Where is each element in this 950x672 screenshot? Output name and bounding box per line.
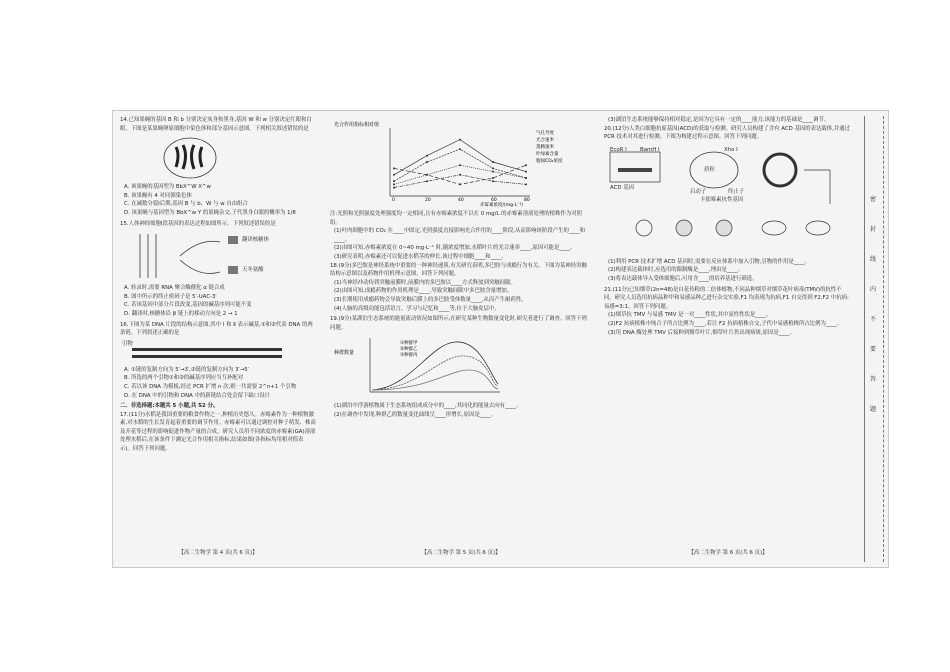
x-tick-label: 80 [524,198,530,203]
curve-1 [372,342,498,390]
population-curve-diagram [330,334,592,400]
question-part: (2)由图可知,赤霉素浓度在 0~40 mg·L⁻¹ 时,随浓度增加,水稻叶片的光合速率____,原因可能是____。 [334,245,576,252]
figure-label: 终止子 [728,188,745,195]
binding-label: 要 [869,346,876,353]
option: B. 该果蝇有 4 对同源染色体 [124,192,192,199]
binding-label: 答 [869,376,876,383]
chart-y-label: 种群数量 [334,350,355,357]
data-point [426,180,428,182]
legend-entry: 气孔导度 [536,131,554,136]
x-tick-label: 0 [392,198,395,203]
question-part: (3)用 DNA 酶处理 TMV 后接种到烟草叶片,烟草叶片仍出现病斑,原因是____。 [608,329,795,336]
amino-acid-icon [228,266,238,274]
question-stem: 14.已知果蝇的基因 B 和 b 分别决定灰身和黑身,基因 W 和 w 分别决定红眼和白眼。下图是某果蝇卵原细胞中染色体和部分基因示意图。下列相关叙述错误的是 [120,117,312,132]
binding-label: 线 [869,256,876,263]
curve-3 [372,370,498,390]
figure-label: ACD 基因 [610,184,635,191]
question-part: (2)构建表达载体时,应选用的限制酶是____,理由是____。 [608,267,744,274]
series-line [394,175,526,188]
mouse-icon [806,221,830,235]
option: D. 在 DNA 中的引物和 DNA 中的新链结合处会留下缺口设计 [124,392,270,399]
figure-label: EcoR Ⅰ [610,146,627,153]
question-part: (1)叶肉细胞中的 CO₂ 在____中固定,光照强度直接影响光合作用的____阶段,从而影响该阶段产生的____和____。 [334,228,586,243]
option: A. 转录时,需要 RNA 聚合酶催化 α 链合成 [124,285,225,292]
question-stem: 19.(9分)某湖泊生态系统的能量流动情况如图所示,在研究某种生物数量变化时,研究者进行了调查。回答下列问题。 [330,316,587,331]
chart-title: 光合作用指标相对值 [334,122,380,128]
legend-entry: 胞间CO₂浓度 [536,159,563,164]
cell-icon [636,220,652,236]
question-17 [120,411,316,454]
cell-icon [676,220,692,236]
data-point [393,167,395,169]
data-point [492,180,494,182]
chromosome [183,145,186,169]
data-point [492,167,494,169]
data-point [393,174,395,176]
figure-label: 引物 [122,340,133,347]
binding-label: 题 [869,406,876,413]
question-part: (3)将表达载体导入受体细胞后,可用含____的培养基进行筛选。 [608,275,758,282]
question-20 [604,125,852,284]
vector-construction-figure [604,144,852,256]
option: B. 图中所示的终止密码子是 5′-UAC-3′ [124,293,217,300]
question-part: (2)F2 抗病植株中纯合子所占比例为____,若让 F2 抗病植株自交,子代中易感植株所占比例为____。 [608,320,843,327]
legend-entry: 叶绿素含量 [536,152,559,157]
question-stem: 16.下图为某 DNA 片段的结构示意图,其中 Ⅰ 和 Ⅱ 表示碱基,①和②代表 DNA 的两条链。下列叙述正确的是 [120,321,313,337]
chromosome [176,147,178,167]
question-21 [604,286,852,338]
x-tick-label: 40 [458,198,464,203]
figure-label: Xho Ⅰ [724,146,738,153]
question-18 [330,262,592,314]
figure-label: 天冬氨酸 [242,267,264,274]
question-19 [330,315,592,419]
data-point [525,171,527,173]
page-footer: 【高二生物学 第 5 页(共 6 页)】 [421,550,501,557]
line-chart [330,118,592,208]
binding-label: 不 [869,316,876,323]
data-point [492,177,494,179]
legend-entry: ①种群甲 [400,341,418,347]
chromosome-figure [120,135,316,181]
data-point [393,183,395,185]
dna-strand-diagram [120,340,316,364]
gene-expression-figure [120,230,316,282]
option: A. ①链的复制方向为 5′→3′,②链的复制方向为 3′→5′ [124,366,249,373]
question-part: (1)当神经冲动传到突触前膜时,前膜内的多巴胺以____方式释放到突触间隙。 [334,279,516,286]
question-part: (3)长期使用成瘾药物会导致突触后膜上的多巴胺受体数量____,从而产生耐药性。 [334,296,527,303]
mouse-icon [762,221,786,235]
legend-entry: ③种群丙 [400,353,418,359]
gene-segment [618,168,652,172]
data-point [393,180,395,182]
transcription-diagram [120,230,316,282]
dna-figure [120,340,316,364]
question-part: (2)由图可知,成瘾药物的作用机理是____,导致突触间隙中多巴胺含量增加。 [334,288,513,295]
page-5 [330,116,592,562]
page-6 [604,116,852,562]
x-tick-label: 60 [491,198,497,203]
cell-outline [164,138,216,178]
question-14 [120,116,316,218]
question-part: (4)人脑的高级功能包括语言、学习与记忆和____等,位于大脑皮层中。 [334,305,500,312]
binding-label: 封 [869,226,876,233]
chart-note: 注:光照和光照强度处理强度均一定相同,且有赤霉素浓度不以在 0 mg/L 的赤霉素溶液处理的植株作为对照组。 [330,211,582,226]
question-15 [120,220,316,319]
data-point [426,174,428,176]
data-point [393,187,395,189]
data-point [426,161,428,163]
data-point [426,155,428,157]
data-point [459,183,461,185]
option: D. 该果蝇与基因型为 BbX^w Y 的果蝇杂交,子代黑身白眼的概率为 1/8 [124,209,296,216]
page-footer: 【高二生物学 第 4 页(共 6 页)】 [178,550,258,557]
question-part: (3)研究表明,赤霉素还可以促进水稻茎的伸长,该过程中细胞____和____。 [334,253,507,260]
recombinant-plasmid [764,154,796,186]
option: C. 在减数分裂Ⅰ后期,基因 B 与 b、W 与 w 自由组合 [124,201,248,208]
section-heading: 二、非选择题:本题共 5 小题,共 52 分。 [120,403,219,410]
question-part: (2)在调查中发现,种群乙的数量变化曲线呈____形增长,原因是____。 [334,411,497,418]
figure-label: BamH Ⅰ [640,146,660,153]
legend-entry: 蒸腾速率 [536,145,554,150]
data-point [525,164,527,166]
page-footer: 【高二生物学 第 6 页(共 6 页)】 [688,550,768,557]
binding-margin [864,116,884,562]
figure-label: 启动子 [690,188,707,195]
x-axis-label: 赤霉素浓度/(mg·L⁻¹) [480,203,523,208]
figure-label: 卡那霉素抗性基因 [700,196,744,203]
question-part: (3)湖泊生态系统能够保持相对稳定,是因为它具有一定的____能力,该能力的基础是____调节。 [608,117,830,123]
chromosome [192,145,195,169]
option: C. 若该基因中部分片段改变,基因的碱基序列可能不变 [124,302,252,309]
binding-label: 内 [869,286,876,293]
question-stem: 21.(11分)已知烟草(2n=48)是自花传粉的二倍体植物,不同品种烟草对烟草花叶病毒(TMV)的抗性不同。研究人员选用抗病品种甲和易感品种乙进行杂交实验,F1 均表现为抗病,F1 自交得到 F2,F2 中抗病:易感=3:1。回答下列问题。 [604,286,849,310]
legend-entry: ②种群乙 [400,347,418,353]
figure-label: 质粒 [704,166,715,173]
data-point [525,177,527,179]
question-part: (1)烟草抗 TMV 与易感 TMV 是一对____性状,其中显性性状是____。 [608,312,772,319]
question-stem: 17.(11分)水稻是我国重要的粮食作物之一,种植历史悠久。赤霉素作为一种植物激素,对水稻的生长发育起着重要的调节作用。赤霉素可以通过调控对种子萌发、株高及开花等过程的影响促进作物产量的合成。研究人员用不同浓度的赤霉素(GA)溶液处理水稻后,在该条件下测定光合作用相关指标,结果如图(各指标均用相对值表示)。回答下列问题。 [120,411,316,453]
data-point [525,183,527,185]
cell-chromosome-diagram [120,135,316,181]
ga-photosynthesis-chart [330,118,592,208]
option: D. 翻译时,核糖体沿 β 链上的移动方向是 2 → 1 [124,310,238,317]
chromosome [200,147,202,167]
data-point [492,161,494,163]
data-point [459,148,461,150]
page-4 [120,116,316,562]
cell-icon [716,220,732,236]
ribosome-icon [228,236,238,244]
question-stem: 20.(12分)人类白细胞抗原基因(ACD)的获取与检测。研究人员构建了含有 ACD 基因的表达载体,并通过 PCR 技术对其进行检测。下图为构建过程示意图。回答下列问题。 [604,125,851,141]
binding-label: 密 [869,196,876,203]
option: A. 该果蝇的基因型为 BbX^W X^w [124,184,211,191]
gene-box [610,152,660,182]
data-point [459,164,461,166]
data-point [492,171,494,173]
x-tick-label: 20 [425,198,431,203]
option: C. 若以该 DNA 为模板,经过 PCR 扩增 n 次,则一共需要 2^n+1 个引物 [124,383,297,390]
cut-line [883,116,884,562]
data-point [459,139,461,141]
data-point [459,174,461,176]
option: B. 所选的两个引物①和②的碱基序列应当互补配对 [124,375,244,382]
legend-entry: 光合速率 [536,138,554,143]
question-part: (1)湖泊中浮游植物属于生态系统组成成分中的____,其同化的能量去向有____。 [334,403,522,410]
question-part: (1)利用 PCR 技术扩增 ACD 基因时,需要在反应体系中加入引物,引物的作用是____。 [608,258,810,265]
figure-label: 翻译核糖体 [242,237,269,244]
question-stem: 18.(9分)多巴胺是神经系统中重要的一种神经递质,有关研究表明,多巴胺与成瘾行为有关。下图为某神经突触结构示意图以及药物作用机理示意图。回答下列问题。 [330,262,587,278]
question-16 [120,321,316,401]
population-chart [330,334,592,400]
question-stem: 15.人体神经细胞Ⅰ段基因的表达过程如图所示。下列叙述错误的是 [120,220,276,227]
